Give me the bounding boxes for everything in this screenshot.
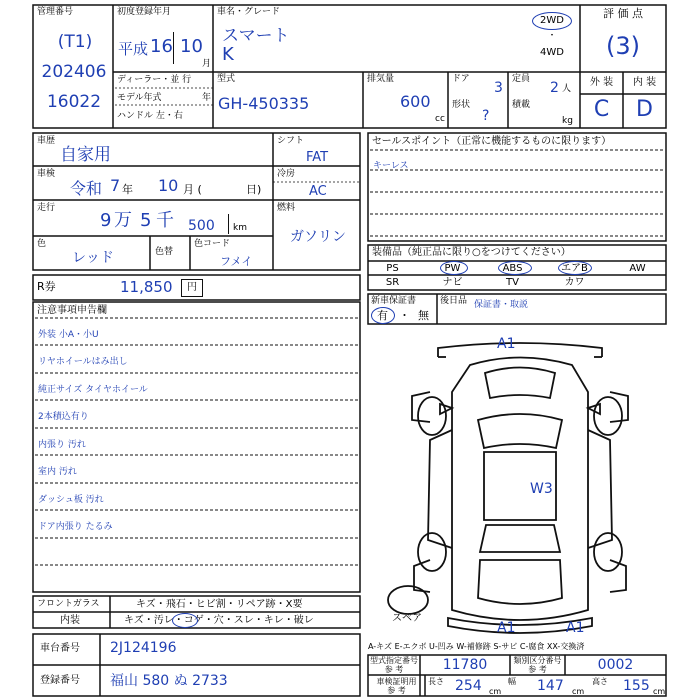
inspection-year-unit: 年 [122,183,133,196]
inspection-month: 10 [158,176,179,195]
capacity-unit: 人 [562,84,572,94]
equip-label: 装備品（純正品に限り○をつけてください） [372,247,571,258]
sales-point-label: セールスポイント（正常に機能するものに限ります） [372,136,612,147]
warranty-dot: ・ [399,309,410,322]
recycle-value: 11,850 [120,278,173,296]
note-item: ダッシュ板 汚れ [38,495,104,505]
length-unit: cm [489,687,502,696]
reg-value: 福山 580 ぬ 2733 [110,673,228,689]
drive-dot: ・ [547,31,557,41]
type-label: 型式 [217,74,236,84]
inspection-month-unit: 月 ( [183,183,202,196]
shift-label: シフト [277,136,305,146]
damage-roof: W3 [530,481,553,497]
door-label: ドア [452,74,470,84]
width-unit: cm [572,687,585,696]
glass-value: キズ・飛石・ヒビ割・リペア跡・X要 [136,599,303,610]
recycle-label: R券 [37,280,56,293]
equip-leather: カワ [564,277,585,288]
mileage-2: 5 [140,210,152,231]
displacement-label: 排気量 [367,74,395,84]
mgmt-value-1: (T1) [57,32,93,52]
note-item: リヤホイールはみ出し [38,357,128,367]
warranty-no: 無 [418,309,429,322]
note-item: 外装 小A・小U [38,330,99,340]
car-name: スマート [222,26,290,46]
damage-rear-right: A1 [566,620,585,636]
mileage-unit: km [233,223,247,233]
reg-label: 登録番号 [40,675,80,686]
interior-cond-label: 内装 [60,615,80,626]
chassis-label: 車台番号 [40,643,80,654]
equip-aw: AW [629,263,646,274]
notes-label: 注意事項申告欄 [37,305,107,316]
afterday-value: 保証書・取説 [474,300,529,310]
color-value: レッド [72,250,114,266]
shape-value: ? [482,108,490,124]
model-year-label: モデル年式 [117,93,162,103]
drive-2wd: 2WD [540,15,564,26]
color-code-label: 色コード [194,239,231,249]
capacity-label: 定員 [512,74,531,84]
warranty-label: 新車保証書 [371,296,417,306]
eval-label: 評 価 点 [603,7,643,20]
ac-label: 冷房 [277,169,296,179]
class-label: 類別区分番号 [513,656,562,665]
equip-navi: ナビ [442,277,463,288]
first-reg-year: 16 [150,36,173,57]
mileage-sen: 千 [156,210,174,231]
type-code-label: 型式指定番号 [370,656,418,665]
shape-label: 形状 [452,100,471,110]
first-reg-month: 10 [180,36,203,57]
class-value: 0002 [597,657,634,673]
sales-point-item: キーレス [373,161,409,171]
car-grade: K [222,44,234,65]
recycle-unit: 円 [187,282,197,293]
load-unit: kg [562,116,573,126]
warranty-yes: 有 [377,309,388,322]
mileage-3: 500 [188,218,215,234]
width-label: 幅 [508,677,516,686]
equip-pw: PW [444,263,461,274]
equip-airbag: エアB [561,263,588,274]
afterday-label: 後日品 [440,296,468,306]
interior-cond-value: キズ・汚レ・コゲ・穴・スレ・キレ・破レ [124,615,314,626]
model-year-unit: 年 [202,93,212,103]
glass-label: フロントガラス [37,599,100,609]
interior-label: 内 装 [632,77,657,88]
equip-abs: ABS [502,263,523,274]
mileage-label: 走行 [37,203,56,213]
equip-sr: SR [385,277,400,288]
first-reg-label: 初度登録年月 [117,7,172,17]
exterior-grade: C [593,97,610,122]
fuel-label: 燃料 [277,203,296,213]
first-reg-era: 平成 [118,40,149,58]
note-item: 内張り 汚れ [38,440,86,450]
height-value: 155 [623,678,650,694]
length-value: 254 [455,678,482,694]
mgmt-label: 管理番号 [37,7,74,17]
mgmt-value-3: 16022 [46,92,102,112]
type-code-value: 11780 [442,657,488,673]
ac-value: AC [309,184,327,199]
inspection-label: 車検 [37,169,56,179]
note-item: ドア内張り たるみ [38,522,113,532]
type-code-sub: 参 考 [384,665,404,674]
exterior-label: 外 装 [589,77,614,88]
height-unit: cm [653,687,666,696]
mileage-1: 9 [100,210,112,231]
inspection-year: 7 [110,176,121,195]
damage-front: A1 [497,336,516,352]
color-change-label: 色替 [155,247,174,257]
height-label: 高さ [592,677,608,686]
shift-value: FAT [306,150,329,165]
drive-4wd: 4WD [540,47,564,58]
mileage-man: 万 [114,210,132,231]
displacement-unit: cc [435,114,445,124]
note-item: 純正サイズ タイヤホイール [38,385,148,395]
eval-score: (3) [606,32,640,60]
damage-legend: A-キズ E-エクボ U-凹み W-補修跡 S-サビ C-腐食 XX-交換済 [368,642,585,651]
first-reg-month-unit: 月 [202,59,212,69]
width-value: 147 [537,678,564,694]
length-label: 長さ [428,677,444,686]
note-item: 室内 汚れ [38,467,77,477]
category-value: 自家用 [60,145,111,165]
type-value: GH-450335 [218,94,310,113]
load-label: 積載 [512,100,531,110]
category-label: 車歴 [37,136,56,146]
damage-rear-left: A1 [497,620,516,636]
mgmt-value-2: 202406 [41,62,107,82]
capacity-value: 2 [550,80,559,96]
door-value: 3 [494,80,503,96]
note-item: 2本積込有り [38,412,89,422]
inspection-era: 令和 [70,179,103,198]
cert-sub: 参 考 [387,686,406,695]
inspection-day-unit: 日) [246,183,262,196]
equip-tv: TV [506,277,519,288]
handle-label: ハンドル 左・右 [117,111,183,121]
class-sub: 参 考 [528,665,547,674]
spare-label: スペア [392,613,422,624]
color-label: 色 [37,239,47,249]
dealer-label: ディーラー・並 行 [117,75,192,85]
displacement-value: 600 [400,92,431,111]
fuel-value: ガソリン [290,229,346,245]
interior-grade: D [636,97,653,122]
cert-label: 車検証明用 [376,677,417,686]
car-name-label: 車名・グレード [217,7,281,17]
chassis-value: 2J124196 [110,640,177,656]
color-code-value: フメイ [220,255,253,268]
equip-ps: PS [386,263,399,274]
